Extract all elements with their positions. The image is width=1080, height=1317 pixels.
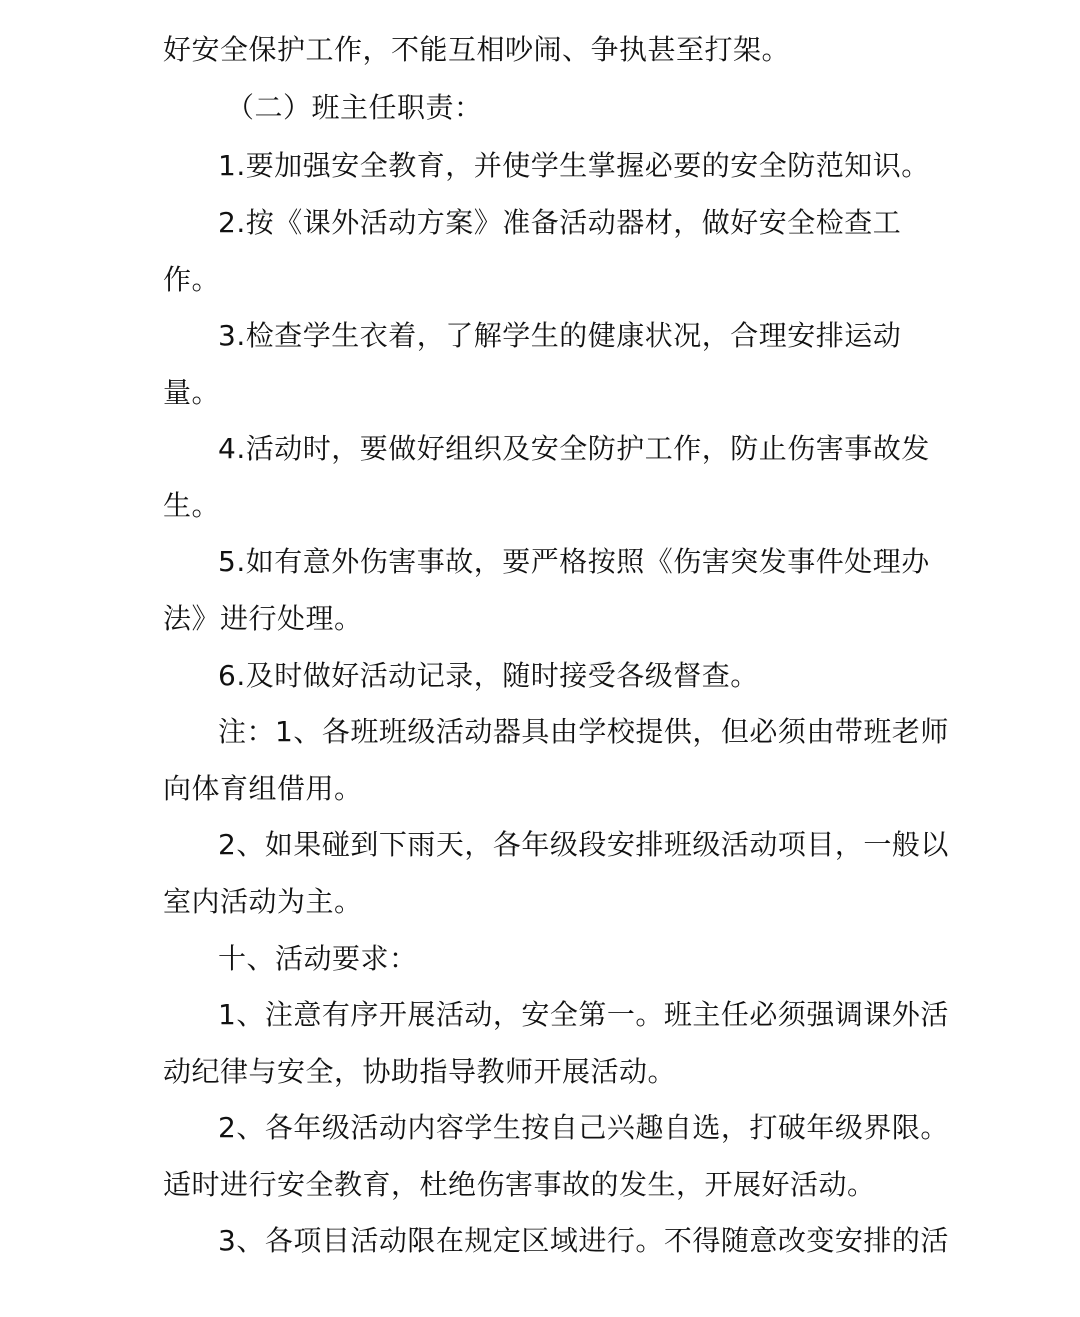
section-heading: （二）班主任职责： (226, 91, 483, 124)
section-heading: 十、活动要求： (218, 942, 418, 975)
text-line: 生。 (163, 489, 221, 522)
text-line: 6.及时做好活动记录，随时接受各级督查。 (218, 659, 759, 692)
text-line: 法》进行处理。 (163, 602, 363, 635)
text-line: 1、注意有序开展活动，安全第一。班主任必须强调课外活 (218, 998, 949, 1031)
text-line: 3、各项目活动限在规定区域进行。不得随意改变安排的活 (218, 1224, 949, 1257)
text-line: 注：1、各班班级活动器具由学校提供，但必须由带班老师 (218, 715, 949, 748)
text-line: 3.检查学生衣着，了解学生的健康状况，合理安排运动 (218, 319, 902, 352)
text-line: 2、如果碰到下雨天，各年级段安排班级活动项目，一般以 (218, 828, 949, 861)
text-line: 适时进行安全教育，杜绝伤害事故的发生，开展好活动。 (163, 1168, 876, 1201)
text-line: 好安全保护工作，不能互相吵闹、争执甚至打架。 (163, 33, 791, 66)
text-line: 4.活动时，要做好组织及安全防护工作，防止伤害事故发 (218, 432, 930, 465)
text-line: 1.要加强安全教育，并使学生掌握必要的安全防范知识。 (218, 149, 930, 182)
text-line: 5.如有意外伤害事故，要严格按照《伤害突发事件处理办 (218, 545, 930, 578)
text-line: 室内活动为主。 (163, 885, 363, 918)
text-line: 2.按《课外活动方案》准备活动器材，做好安全检查工 (218, 206, 902, 239)
text-line: 动纪律与安全，协助指导教师开展活动。 (163, 1055, 677, 1088)
text-line: 作。 (163, 263, 221, 296)
text-line: 2、各年级活动内容学生按自己兴趣自选，打破年级界限。 (218, 1111, 949, 1144)
text-line: 向体育组借用。 (163, 772, 363, 805)
text-line: 量。 (163, 376, 221, 409)
